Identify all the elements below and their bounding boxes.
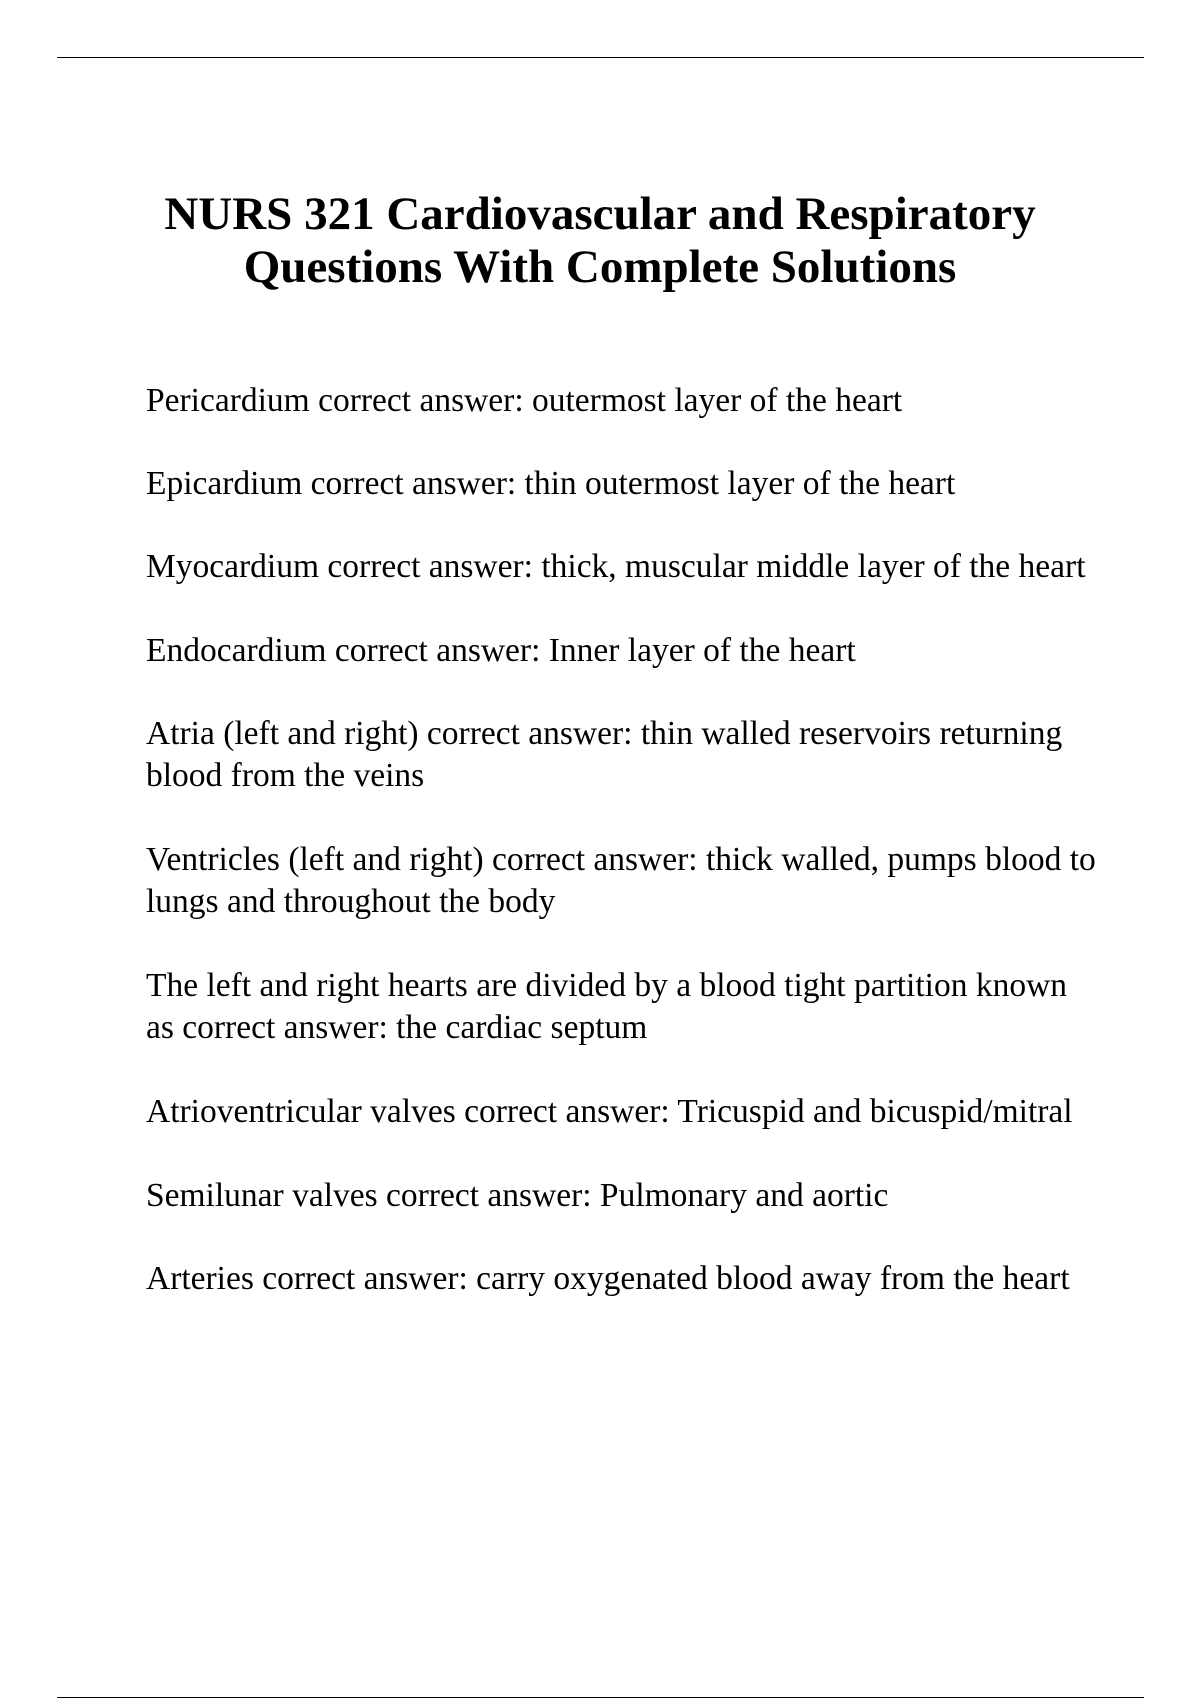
qa-item-cardiac-septum: The left and right hearts are divided by a blood tight partition known as correct answer: the cardiac septum xyxy=(146,967,1068,1046)
top-divider xyxy=(57,57,1144,58)
qa-item-atria: Atria (left and right) correct answer: thin walled reservoirs returning blood from the veins xyxy=(146,715,1063,794)
qa-item-pericardium: Pericardium correct answer: outermost layer of the heart xyxy=(146,382,903,419)
qa-item-semilunar-valves: Semilunar valves correct answer: Pulmonary and aortic xyxy=(146,1177,889,1214)
document-title xyxy=(100,188,1100,294)
qa-item-myocardium: Myocardium correct answer: thick, muscular middle layer of the heart xyxy=(146,548,1086,585)
qa-item-arteries: Arteries correct answer: carry oxygenated blood away from the heart xyxy=(146,1260,1070,1297)
title-line-1: NURS 321 Cardiovascular and Respiratory xyxy=(164,188,1036,240)
bottom-divider xyxy=(57,1697,1144,1698)
qa-item-atrioventricular-valves: Atrioventricular valves correct answer: Tricuspid and bicuspid/mitral xyxy=(146,1093,1073,1130)
qa-item-epicardium: Epicardium correct answer: thin outermost layer of the heart xyxy=(146,465,956,502)
qa-item-ventricles: Ventricles (left and right) correct answer: thick walled, pumps blood to lungs and throughout the body xyxy=(146,841,1096,920)
qa-list xyxy=(146,380,1096,1342)
title-line-2: Questions With Complete Solutions xyxy=(243,241,957,293)
qa-item-endocardium: Endocardium correct answer: Inner layer of the heart xyxy=(146,632,856,669)
